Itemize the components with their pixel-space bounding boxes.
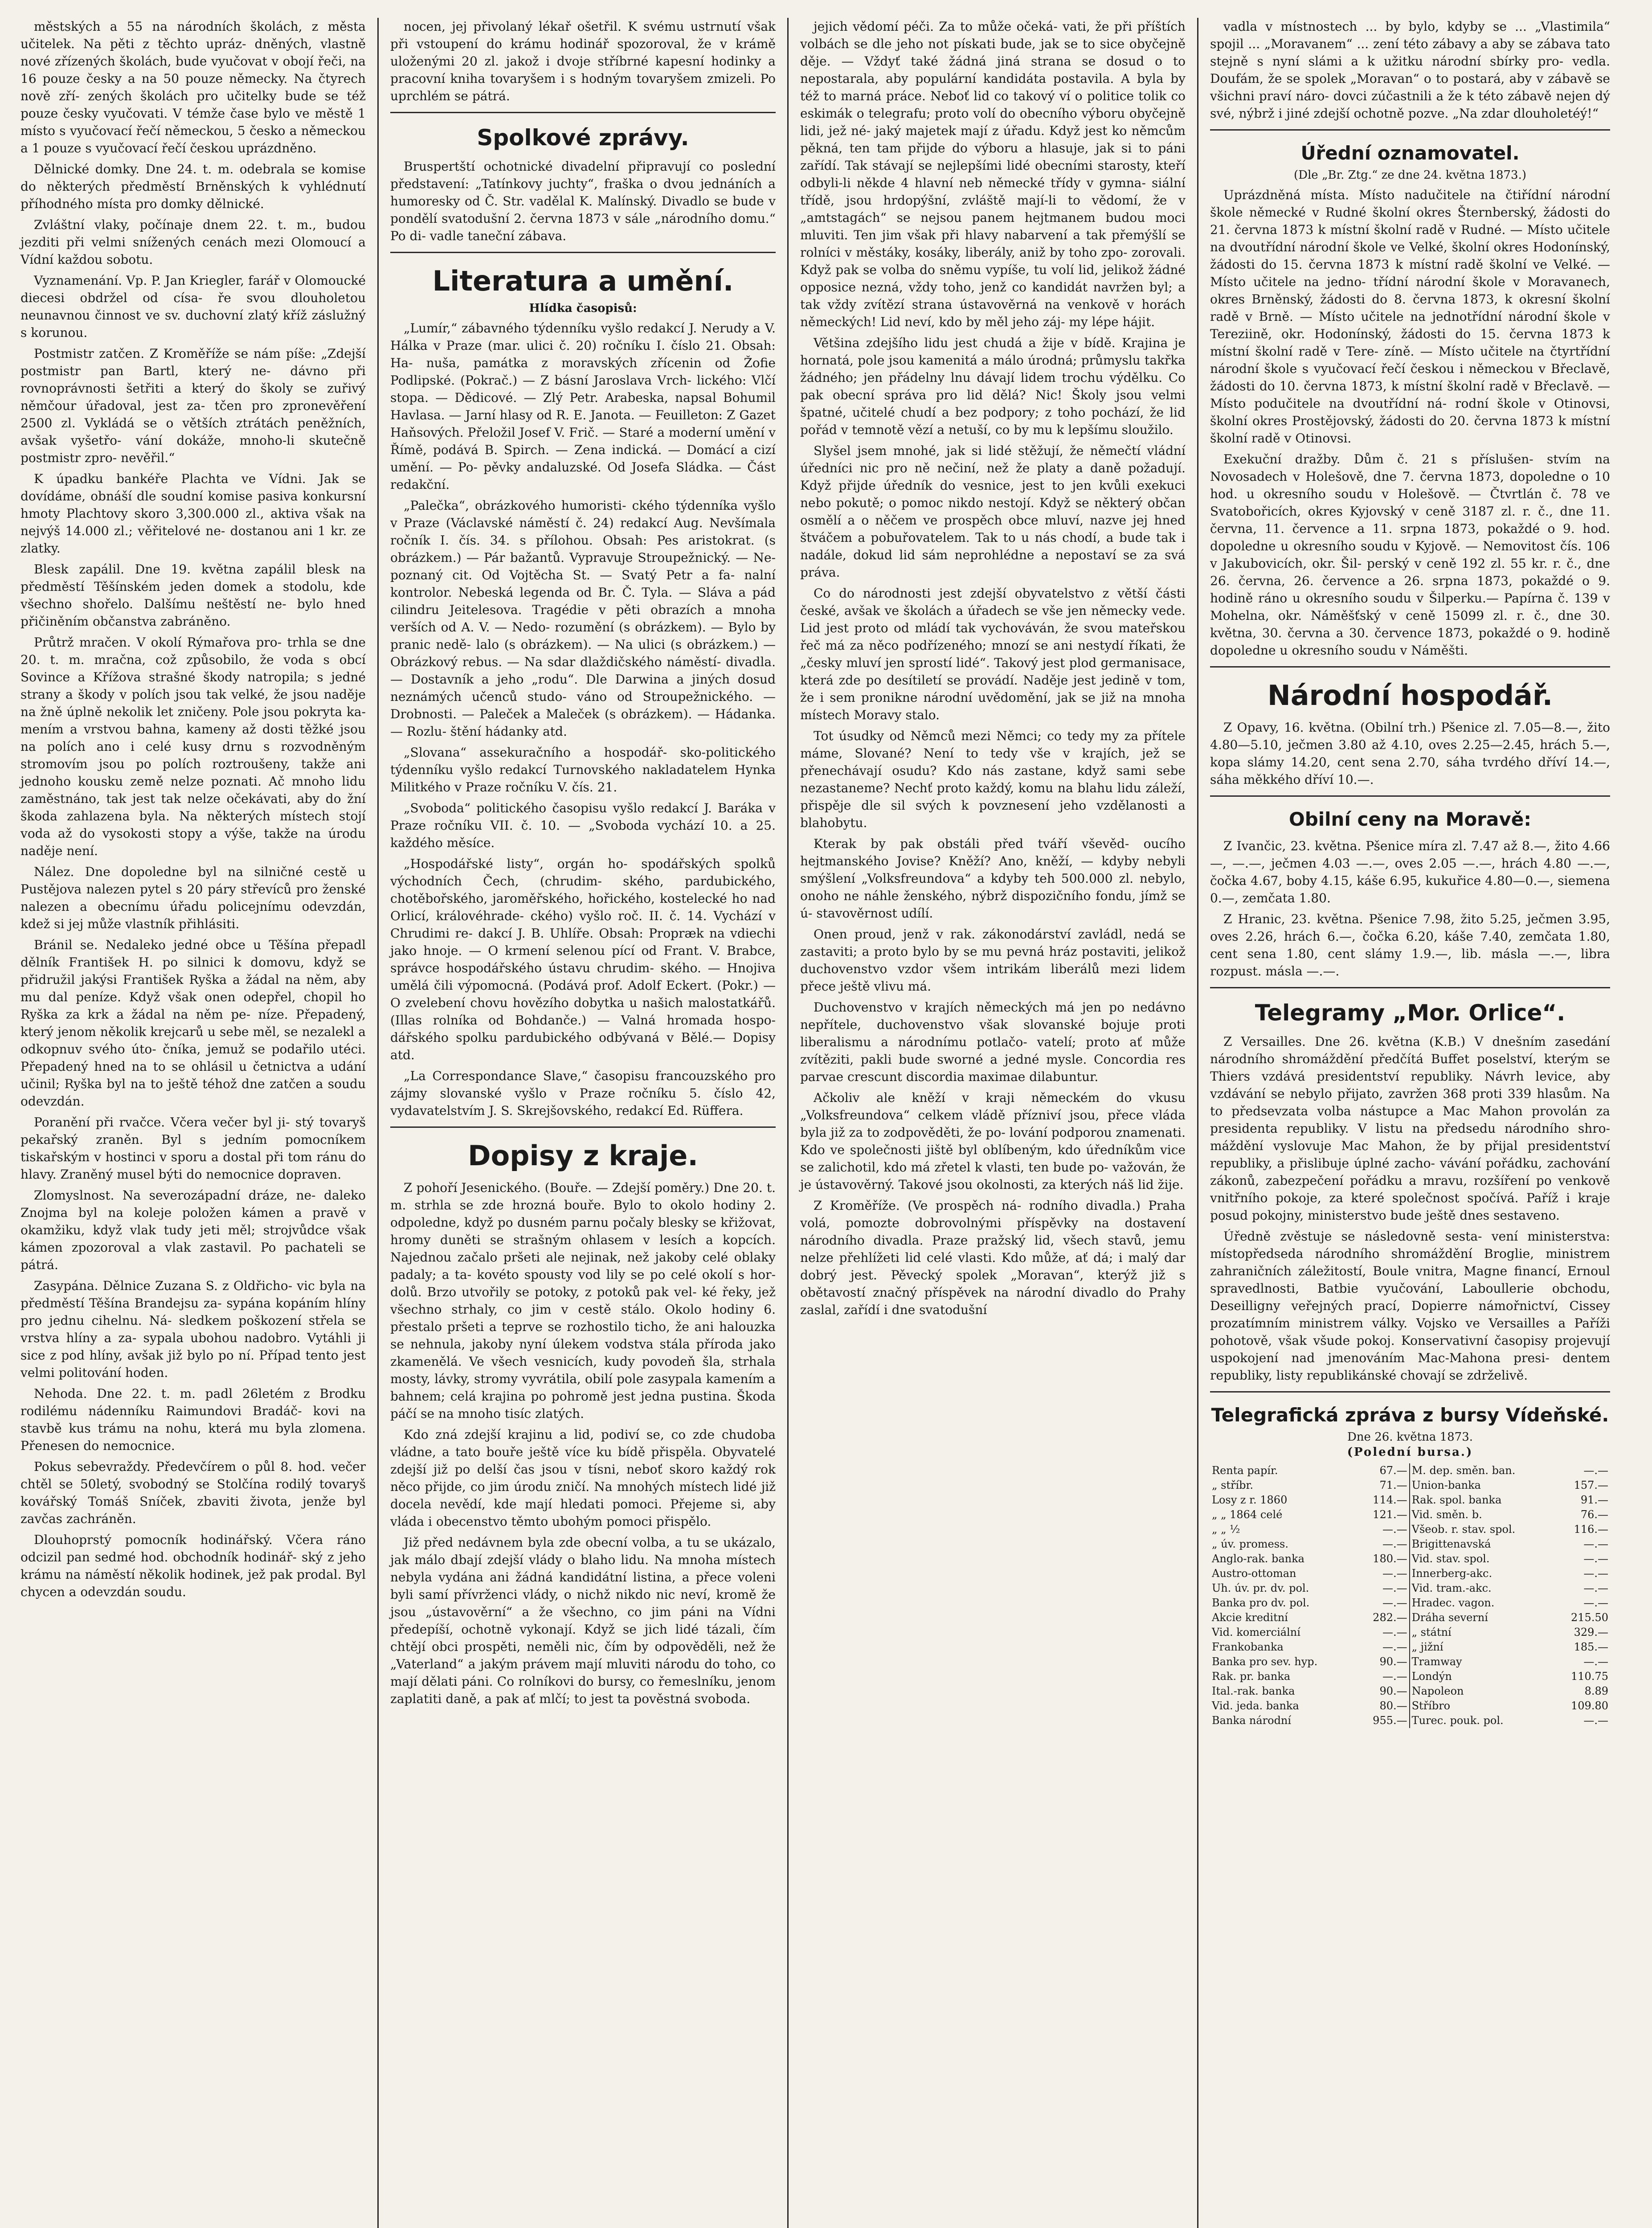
bursa-value: 215.50	[1571, 1611, 1608, 1624]
bursa-name: Uh. úv. pr. dv. pol.	[1212, 1582, 1309, 1594]
bursa-name: M. dep. směn. ban.	[1410, 1463, 1555, 1478]
article-paragraph: Nehoda. Dne 22. t. m. padl 26letém z Brodku rodilému nádenníku Raimundovi Bradáč- kovi na stavbě kus trámu na nohu, která mu byla zlomena. Přenesen do nemocnice.	[20, 1386, 366, 1453]
bursa-value: 8.89	[1584, 1685, 1608, 1697]
bursa-name: Londýn	[1410, 1669, 1555, 1684]
bursa-row	[1210, 1713, 1610, 1728]
article-paragraph: „Svoboda“ politického časopisu vyšlo redakcí J. Baráka v Praze ročníku VII. č. 10. — „Svoboda vychází 10. a 25. každého měsíce.	[390, 801, 776, 850]
bursa-value: —.—	[1382, 1523, 1407, 1536]
bursa-name: Banka národní	[1212, 1714, 1292, 1727]
bursa-row	[1210, 1493, 1610, 1507]
bursa-value: 329.—	[1574, 1626, 1608, 1638]
article-paragraph: Uprázdněná místa. Místo nadučitele na čtiřídní národní škole německé v Rudné školní okres Šternberský, žádosti do 21. června 1873 k místní školní radě v Rudné. — Místo učitele na dvoutřídní národní škole ve Velké, školní okres Hodonínský, žádosti do 15. června 1873 k místní radě školní ve Velké. — Místo učitele na jedno- třídní národní škole v Moravanech, okres Brněnský, žádosti do 8. června 1873, k okresní školní radě v Brně. — Místo učitele na jednotřídní národní škole v Tereziině, okr. Hodonínský, žádosti do 15. června 1873 k místní školní radě v Tere- zíně. — Místo učitele na čtyrtřídní národní škole s vyučovací řečí českou i německou v Břeclavě, žádosti do 10. června 1873, k místní školní radě v Břeclavě. — Místo podučitele na dvoutřídní ná- rodní škole v Otinovsi, školní okres Prostějovský, žádosti do 20. června 1873 k místní školní radě v Otinovsi.	[1210, 188, 1610, 446]
article-paragraph: Nález. Dne dopoledne byl na silničné cestě u Pustějova nalezen pytel s 20 páry střevíců pro ženské nalezen a obecnímu úřadu policejnímu odevzdán, kdež si jej může vlastník přihlásiti.	[20, 864, 366, 931]
bursa-value: —.—	[1382, 1597, 1407, 1609]
bursa-value: 955.—	[1373, 1714, 1407, 1727]
bursa-row	[1210, 1478, 1610, 1493]
article-paragraph: Kterak by pak obstáli před tváří vševěd- oucího hejtmanského Jovise? Kněží? Ano, kněží, — kdyby nebyli smýšlení „Volksfreundova“ a kdyby teh 500.000 zl. nebylo, onoho ne náhle ženského, nýbrž dispozičního fondu, jímž se ú- stavověrnost udílí.	[800, 836, 1186, 921]
bursa-name: Tramway	[1410, 1655, 1555, 1669]
bursa-name: „ „ 1864 celé	[1212, 1508, 1283, 1521]
article-paragraph: „Palečka“, obrázkového humoristi- ckého týdenníka vyšlo v Praze (Václavské náměstí č. 24) redakcí Aug. Nevšímala ročník I. čís. 34. s přílohou. Obsah: Pes aristokrat. (s obrázkem.) — Pár bažantů. Vypravuje Stroupežnický. — Ne- poznaný cit. Od Vojtěcha St. — Svatý Petr a fa- nalní kontrolor. Nebeská legenda od Br. Č. Tyla. — Sláva a pád cilindru Jeitelesova. Tragédie v pěti obrazích a mnoha verších od A. V. — Nedo- rozumění (s obrázkem). — Bylo by pranic nedě- lalo (s obrázkem). — Na ulici (s obrázkem.) — Obrázkový rebus. — Na sdar dlaždičského náměstí- divadla. — Dostavník a jeho „rodu“. Dle Darwina a jiných dosud neznámých učenců studo- váno od Stroupežnického. — Drobnosti. — Paleček a Maleček (s obrázkem). — Hádanka. — Rozlu- štění hádanky atd.	[390, 498, 776, 739]
bursa-row	[1210, 1610, 1610, 1625]
divider	[1210, 666, 1610, 668]
bursa-value: —.—	[1583, 1597, 1608, 1609]
article-paragraph: Z Opavy, 16. května. (Obilní trh.) Pšenice zl. 7.05—8.—, žito 4.80—5.10, ječmen 3.80 až 4.10, oves 2.25—2.45, hrách 5.—, kopa slámy 14.20, cent sena 2.70, sáha tvrdého dříví 14.—, sáha měkkého dříví 10.—.	[1210, 720, 1610, 787]
article-paragraph: jejich vědomí péči. Za to může očeká- vati, že při příštích volbách se dle jeho not pískati bude, jak se to sice obyčejně děje. — Vždyť také žádná jiná strana se dosud o to nepostarala, aby populární kandidáta postavila. A byla by též to marná práce. Neboť lid co takový ví o politice tolik co eskimák o telegrafu; proto volí do obecního výboru obyčejně lidi, jež né- jaký majetek mají z úřadu. Když jest ko němcům pěkná, ten tam přijde do výboru a hlasuje, jak si to páni zařídí. Tak stávají se nejlepšími lidé obecními starosty, kteří odbyli-li někde 4 hlavní neb německé třídy v gymna- siální třídě, jsou hrdopýšní, zvláště mají-li to vědomí, že v „amtstagách“ se nejsou panem hejtmanem budou moci mluviti. Ten jim však při hlavy nabarvení a tak přemýšlí se rolníci v městáky, kosáky, liberály, aniž by toho zpo- zorovali. Když pak se volba do sněmu vypíše, tu volí lid, jelikož žádné opposice nezná, vždy toho, jenž co kandidát navržen byl; a tak vždy zvítězí strana ústavověrná na venkově v horách německých! Lid neví, kdo by měl jeho záj- my lépe hájit.	[800, 19, 1186, 329]
bursa-value: 180.—	[1373, 1552, 1407, 1565]
bursa-value: 185.—	[1574, 1641, 1608, 1653]
column-3	[789, 18, 1198, 2228]
bursa-value: —.—	[1382, 1670, 1407, 1683]
bursa-name: Vid. jeda. banka	[1212, 1700, 1299, 1712]
divider	[390, 252, 776, 253]
bursa-row	[1210, 1581, 1610, 1596]
bursa-value: 91.—	[1580, 1494, 1608, 1506]
article-paragraph: Průtrž mračen. V okolí Rýmařova pro- trhla se dne 20. t. m. mračna, což způsobilo, že voda s obcí Sovince a Křížova strašné škody natropila; s jedné strany a škody v polích jsou tak velké, že jsou naděje na žně úplně nekolik let zničeny. Pole jsou pokryta ka- mením a vrstvou bahna, kameny až dosti těžké jsou na polích ano i celé kusy drnu s rozvodněným stromovím jsou po polích roztroušeny, takže ani jednoho kousku země nelze poznati. Ač mnoho lidu zaměstnáno, tak jest tak nelze očekávati, aby do žní škoda zahlazena byla. Na některých místech stojí voda až do vysokosti stopy a výše, takže na úrodu naděje není.	[20, 635, 366, 858]
divider	[390, 1126, 776, 1128]
divider	[1210, 129, 1610, 131]
article-paragraph: Dlouhoprstý pomocník hodinářský. Včera ráno odcizil pan sedmé hod. obchodník hodinář- ský z jeho krámu na náměstí několik hodinek, jež pak prodal. Byl chycen a odevzdán soudu.	[20, 1532, 366, 1599]
bursa-name: Banka pro sev. hyp.	[1212, 1655, 1318, 1668]
bursa-value: 90.—	[1379, 1685, 1407, 1697]
article-paragraph: Ačkoliv ale kněží v kraji německém do vkusu „Volksfreundova“ celkem vládě přízniví jsou, přece vláda byla již za to zodpověděti, že po- lování podporou znamenati. Kdo ve společnosti jiště byl oblíbeným, kdo úředníkům vice se zalichotil, kdo má zřetel k vlasti, ten bude po- važován, že je ústavověrný. Takové jsou okolnosti, za kterých náš lid žije.	[800, 1090, 1186, 1192]
article-paragraph: Tot úsudky od Němců mezi Němci; co tedy my za přítele máme, Slované? Není to tedy vše v krajích, jež se přenechávají osudu? Kdo nás zastane, když sami sebe nezastaneme? Nechť proto každý, komu na blahu lidu záleží, přispěje dle sil svých k povznesení jeho vzdělanosti a blahobytu.	[800, 729, 1186, 830]
article-paragraph: Kdo zná zdejší krajinu a lid, podiví se, co zde chudoba vládne, a tato bouře ještě více ku bídě přispěla. Obyvatelé zdejší již po delší čas jsou v tísni, neboť skoro každý rok něco přijde, co jim úrodu zničí. Na mnohých místech lidé již docela nevědí, kde mají hledati pomoci. Přejeme si, aby vláda i obecenstvo těmto ubohým pomoci přispělo.	[390, 1427, 776, 1529]
spolkove-paragraph: Bruspertští ochotnické divadelní připravují co poslední představení: „Tatínkovy juchty“, fraška o dvou jednáních a humoresky od Č. Str. vadělal K. Malínský. Divadlo se bude v pondělí svatodušní 2. června 1873 v sále „národního domu.“ Po di- vadle taneční zábava.	[390, 159, 776, 243]
bursa-value: —.—	[1583, 1552, 1608, 1565]
carryover-paragraph: nocen, jej přivolaný lékař ošetřil. K svému ustrnutí však při vstoupení do krámu hodinář spozoroval, že v krámě uloženými 20 zl. jakož i dvoje stříbrné kapesní hodinky a pracovní kniha tovaryšem i s hodným tovaryšem zmizeli. Po uprchlém se pátrá.	[390, 19, 776, 103]
bursa-name: Innerberg-akc.	[1410, 1566, 1555, 1581]
article-paragraph: Zvláštní vlaky, počínaje dnem 22. t. m., budou jezditi při velmi snížených cenách mezi Olomoucí a Vídní každou sobotu.	[20, 217, 366, 267]
bursa-row	[1210, 1537, 1610, 1552]
bursa-date: Dne 26. května 1873.	[1347, 1430, 1473, 1444]
section-title-literatura: Literatura a umění.	[432, 265, 734, 297]
bursa-value: 71.—	[1379, 1479, 1407, 1491]
bursa-name: Brigittenavská	[1410, 1537, 1555, 1552]
bursa-name: Vid. stav. spol.	[1410, 1552, 1555, 1566]
bursa-name: „ stříbr.	[1212, 1479, 1253, 1491]
section-title-telegramy: Telegramy „Mor. Orlice“.	[1255, 1000, 1566, 1026]
bursa-name: Stříbro	[1410, 1699, 1555, 1713]
bursa-value: 121.—	[1373, 1508, 1407, 1521]
article-paragraph: Z pohoří Jesenického. (Bouře. — Zdejší poměry.) Dne 20. t. m. strhla se zde hrozná bouře. Bylo to okolo hodiny 2. odpoledne, když po dusném parnu počaly blesky se křižovat, hromy duněti se strašným ohlasem v lesích a kopcích. Najednou začalo pršeti ale nejinak, než jakoby celé oblaky padaly; a ta- kovéto spousty vod lily se po celé okolí s hor- dolů. Brzo utvořily se potoky, z potoků pak vel- ké řeky, jež všechno strhaly, co jim v cestě stálo. Okolo hodiny 6. přestalo pršeti a teprve se rozhostilo ticho, že ani halouzka se nehnula, jakoby nyní úlekem vodstva stála příroda jako zkamenělá. Ve všech vesnicích, kudy povodeň šla, strhala mosty, lávky, stromy vyvrátila, obilí pole zasypala kamením a bahnem; celá krajina po pohromě jest jedna pustina. Škoda páčí se na mnoho tisíc zlatých.	[390, 1180, 776, 1421]
bursa-name: Vid. komerciální	[1212, 1626, 1300, 1638]
bursa-name: Renta papír.	[1212, 1464, 1278, 1477]
divider	[390, 112, 776, 113]
bursa-value: 114.—	[1373, 1494, 1407, 1506]
article-paragraph: K úpadku bankéře Plachta ve Vídni. Jak se dovídáme, obnáší dle soudní komise pasiva konkursní hmoty Plachtovy skoro 3,300.000 zl., aktiva však na nejvýš 14.000 zl.; věřitelové ne- dostanou ani 1 kr. ze zlatky.	[20, 471, 366, 556]
bursa-value: 157.—	[1574, 1479, 1608, 1491]
divider	[1210, 987, 1610, 988]
bursa-name: „ „ ½	[1212, 1523, 1240, 1536]
article-paragraph: Dělnické domky. Dne 24. t. m. odebrala se komise do některých předměstí Brněnských k vyhlédnutí příhodného místa pro domky dělnické.	[20, 162, 366, 211]
bursa-row	[1210, 1463, 1610, 1478]
article-paragraph: Poranění při rvačce. Včera večer byl ji- stý tovaryš pekařský zraněn. Byl s jedním pomocníkem tiskařským v hostinci v sporu a dostal při tom ránu do hlavy. Zraněný musel býti do nemocnice dopraven.	[20, 1115, 366, 1182]
bursa-value: —.—	[1382, 1626, 1407, 1638]
bursa-name: Hradec. vagon.	[1410, 1596, 1555, 1610]
column-1	[9, 18, 379, 2228]
bursa-row	[1210, 1655, 1610, 1669]
subsection-hlidka: Hlídka časopisů:	[529, 302, 637, 315]
bursa-value: 116.—	[1574, 1523, 1608, 1536]
divider	[1210, 1391, 1610, 1392]
bursa-name: Rak. pr. banka	[1212, 1670, 1291, 1683]
bursa-value: —.—	[1382, 1567, 1407, 1580]
carryover-paragraph: vadla v místnostech ... by bylo, kdyby se ... „Vlastimila“ spojil ... „Moravanem“ ... zení této zábavy a aby se zábava tato stejně s nyní slámi a k užitku národní sbírky pro- vedla. Doufám, že se spolek „Moravan“ o to postará, aby v zábavě se všichni praví náro- dovci zúčastnili a že k této zábavě nejen dý své, nýbrž i jiné zdejší ochotně pozve. „Na zdar dlouholetéý!“	[1210, 19, 1610, 121]
bursa-value: —.—	[1583, 1582, 1608, 1594]
bursa-value: 80.—	[1379, 1700, 1407, 1712]
bursa-name: Napoleon	[1410, 1684, 1555, 1699]
article-paragraph: Duchovenstvo v krajích německých má jen po nedávno nepřítele, duchovenstvo však slovanské bojuje proti liberalismu a národnímu potlačo- vatelí; proto ať může zvítěziti, pakli bude sworné a jedné mysle. Concordia res parvae crescunt discordia maximae dilabuntur.	[800, 1000, 1186, 1084]
bursa-value: —.—	[1583, 1567, 1608, 1580]
bursa-value: 109.80	[1571, 1700, 1608, 1712]
bursa-name: Ital.-rak. banka	[1212, 1685, 1295, 1697]
article-paragraph: Co do národnosti jest zdejší obyvatelstvo z větší části české, avšak ve školách a úřadech se vše jen německy vede. Lid jest proto od mládí tak vychováván, že svou mateřskou řeč má za něco podřízeného; mnozí se ani nestydí říkati, že „česky mluví jen sprostí lidé“. Takový jest plod germanisace, která zde po desítiletí se provádí. Naděje jest jedině v tom, že i sem pronikne národní uvědomění, jak se již na mnoha místech Moravy stalo.	[800, 586, 1186, 722]
bursa-name: Frankobanka	[1212, 1641, 1284, 1653]
bursa-value: —.—	[1382, 1538, 1407, 1550]
bursa-name: Union-banka	[1410, 1478, 1555, 1493]
article-paragraph: Bránil se. Nedaleko jedné obce u Těšína přepadl dělník František H. po silnici k domovu, když se přidružil jakýsi František Ryška a žádal na něm, aby mu dal peníze. Když však onen odepřel, chopil ho Ryška za krk a žádal na něm pe- níze. Přepadený, který jenom několik krejcarů u sebe měl, se nezalekl a odkopnuv svého úto- čníka, jemuž se podařilo utéci. Přepadený hned na to se ohlásil u četnictva a udání učinil; Ryška byl na to ještě téhož dne zatčen a soudu odevzdán.	[20, 938, 366, 1109]
bursa-row	[1210, 1625, 1610, 1640]
article-paragraph: Slyšel jsem mnohé, jak si lidé stěžují, že němečtí vládní úředníci nic pro ně nečiní, než že platy a daně požadují. Když přijde úředník do vesnice, jest to jen kvůli exekuci nebo pokutě; o pomoc nikdo nestojí. Když se některý občan osmělí a o něčem ve prospěch obce mluví, nazve jej hned štváčem a pobuřovatelem. Tak to u nás chodí, a bude tak i nadále, dokud lid sám neprohlédne a nepostaví se za svá práva.	[800, 443, 1186, 580]
section-title-hospodar: Národní hospodář.	[1267, 679, 1553, 712]
article-paragraph: „Hospodářské listy“, orgán ho- spodářských spolků východních Čech, (chrudim- ského, pardubického, chotěbořského, jaroměřského, hořického, kostelecké ho nad Orlicí, královéhrade- ckého) vyšlo roč. II. č. 14. Vychází v Chrudimi re- dakcí J. B. Uhlíře. Obsah: Propræk na vdiechi jako hnoje. — O krmení selenou pící od Frant. V. Brabce, správce hospodářského ústavu chrudim- ského. — Hnojiva umělá čili výpomocná. (Podává prof. Adolf Eckert. (Pokr.) — O zvelebení chovu hovězího dobytka u našich malostatkářů. (Illas rolníka od Bohdanče.) — Valná hromada hospo- dářského spolku pardubického odbývaná v Bělé.— Dopisy atd.	[390, 856, 776, 1062]
urad-source: (Dle „Br. Ztg.“ ze dne 24. května 1873.)	[1294, 168, 1526, 182]
article-paragraph: Již před nedávnem byla zde obecní volba, a tu se ukázalo, jak málo dbají zdejší vlády o blaho lidu. Na mnoha místech nebyla vydána ani žádná kandidátní listina, a přece voleni byli samí přívrženci vlády, o nichž nikdo nic neví, kromě že jsou „ústavověrní“ a že všechno, co jim páni na Vídni předepíší, ochotně vykonají. Když se jich lidé tázali, čím chtějí obci prospěti, neměli nic, čím by odpověděli, než že „Vaterland“ a jakým právem mají mluviti národu do toho, co mají dělati páni. Co rolníkovi do bursy, co řemeslníku, jenom zaplatiti daně, a pak ať mlčí; to jest ta pověstná svoboda.	[390, 1535, 776, 1706]
bursa-row	[1210, 1552, 1610, 1566]
article-paragraph: Postmistr zatčen. Z Kroměříže se nám píše: „Zdejší postmistr pan Bartl, který ne- dávno při rovnoprávnosti šetřiti a který do školy se zuřivý němčour úřadoval, jest za- tčen pro zpronevěření 2500 zl. Vykládá se o větších ztrátách peněžních, avšak vyšetřo- vání dokáže, mnoho-li skutečně postmistr zpro- nevěřil.“	[20, 346, 366, 465]
bursa-value: —.—	[1583, 1538, 1608, 1550]
section-title-dopisy: Dopisy z kraje.	[468, 1139, 698, 1172]
article-paragraph: Blesk zapálil. Dne 19. května zapálil blesk na předměstí Těšínském jeden domek a stodolu, kde všechno shořelo. Dalšímu neštěstí ne- bylo hned přičiněním občanstva zabráněno.	[20, 562, 366, 629]
bursa-value: 67.—	[1379, 1464, 1407, 1477]
article-paragraph: Pokus sebevraždy. Předevčírem o půl 8. hod. večer chtěl se 50letý, svobodný se Stolčína rodilý tovaryš kovářský Tomáš Sníček, zbaviti života, jenže byl zavčas zachráněn.	[20, 1459, 366, 1526]
bursa-row	[1210, 1640, 1610, 1655]
bursa-table	[1210, 1463, 1610, 1728]
bursa-value: 282.—	[1373, 1611, 1407, 1624]
article-paragraph: městských a 55 na národních školách, z města učitelek. Na pěti z těchto upráz- dněných, vlastně nové zřízených školách, bude vyučovat v obojí řeči, na 16 pouze česky a na 50 pouze německy. Na čtyrech nově zří- zených školách pro učitelky bude se též pouze česky vyučovati. V témže čase bylo ve městě 1 místo s vyučovací řečí německou, 5 česko a německou a 1 pouze s vyučovací řečí českou uprázdněno.	[20, 19, 366, 156]
bursa-name: Rak. spol. banka	[1410, 1493, 1555, 1507]
article-paragraph: „Lumír,“ zábavného týdenníku vyšlo redakcí J. Nerudy a V. Hálka v Praze (mar. ulici č. 20) ročníku I. číslo 21. Obsah: Ha- nuša, památka z moravských zřícenin od Žofie Podlipské. (Pokrač.) — Z básní Jaroslava Vrch- lického: Vlčí stopa. — Dědicové. — Zlý Petr. Arabeska, napsal Bohumil Havlasa. — Jarní hlasy od R. E. Janota. — Feuilleton: Z Gazet Haňsových. Přeložil Josef V. Frič. — Staré a moderní umění v Římě, podává B. Spirch. — Zena indická. — Domácí a cizí umění. — Po- pěvky andaluzské. Od Josefa Sládka. — Část redakční.	[390, 321, 776, 492]
bursa-name: „ státní	[1410, 1625, 1555, 1640]
article-paragraph: Z Kroměříže. (Ve prospěch ná- rodního divadla.) Praha volá, pomozte dobrovolnými příspěvky na dostavení národního divadla. Praze pražský lid, všech stavů, jemu nelze přehlížeti lid celé vlasti. Kdo může, ať dá; i malý dar dobrý jest. Pěvecký spolek „Moravan“, kterýž již s obětavostí značný příspěvek na národní divadlo do Prahy zaslal, zařídí i dne svatodušní	[800, 1198, 1186, 1317]
bursa-name: „ úv. promess.	[1212, 1538, 1288, 1550]
article-paragraph: Zasypána. Dělnice Zuzana S. z Oldřicho- vic byla na předměstí Těšína Brandejsu za- sypána kopáním hlíny pro jednu cihelnu. Ná- sledkem poškození střela se vrstva hlíny a za- sypala ubohou nadobro. Vytáhli ji sice z pod hlíny, avšak již bylo po ní. Případ tento jest velmi politování hoden.	[20, 1278, 366, 1380]
article-paragraph: Onen proud, jenž v rak. zákonodárství zavládl, nedá se zastaviti; a proto bylo by se mu pevná hráz postaviti, jelikož duchovenstvo vzdor všem intrikám liberálů mezi lidem přece ještě vlivu má.	[800, 927, 1186, 994]
article-paragraph: Vyznamenání. Vp. P. Jan Kriegler, farář v Olomoucké diecesi obdržel od císa- ře svou dlouholetou neunavnou činnost ve sv. duchovní zlatý kříž záslužný s korunou.	[20, 273, 366, 340]
bursa-name: Vid. tram.-akc.	[1410, 1581, 1555, 1596]
article-paragraph: „Slovana“ assekuračního a hospodář- sko-politického týdenníku vyšlo redakcí Turnovského nakladatelem Hynka Militkého v Praze ročníku V. čís. 21.	[390, 745, 776, 795]
article-paragraph: Většina zdejšího lidu jest chudá a žije v bídě. Krajina je hornatá, pole jsou kamenitá a málo úrodná; průmyslu takřka žádného; jen přádelny lnu dávají lidem trochu výdělku. Co pak obecní správa pro lid dělá? Nic! Školy jsou velmi špatné, učitelé chudí a bez podpory; z toho pochází, že lid pořád v temnotě vězí a netuší, co by mu k lepšímu sloužilo.	[800, 336, 1186, 437]
bursa-name: Všeob. r. stav. spol.	[1410, 1522, 1555, 1537]
section-title-obilni: Obilní ceny na Moravě:	[1289, 808, 1531, 830]
section-title-bursa: Telegrafická zpráva z bursy Vídeňské.	[1211, 1404, 1609, 1426]
article-paragraph: „La Correspondance Slave,“ časopisu francouzského pro zájmy slovanské vyšlo v Praze ročníku 5. číslo 42, vydavatelstvím J. S. Skrejšovského, redakcí Ed. Rüffera.	[390, 1069, 776, 1118]
bursa-value: —.—	[1382, 1641, 1407, 1653]
bursa-name: Vid. směn. b.	[1410, 1507, 1555, 1522]
article-paragraph: Z Ivančic, 23. května. Pšenice míra zl. 7.47 až 8.—, žito 4.66—, —.—, ječmen 4.03 —.—, oves 2.05 —.—, hrách 4.80 —.—, čočka 4.67, boby 4.15, káše 6.95, kukuřice 4.80—0.—, siemena 0.—, zemčata 1.80.	[1210, 839, 1610, 905]
bursa-value: —.—	[1382, 1582, 1407, 1594]
bursa-value: —.—	[1583, 1655, 1608, 1668]
section-title-urad: Úřední oznamovatel.	[1300, 142, 1520, 164]
bursa-row	[1210, 1669, 1610, 1684]
bursa-value: 110.75	[1571, 1670, 1608, 1683]
bursa-subtitle: (Polední bursa.)	[1347, 1446, 1473, 1459]
bursa-value: 90.—	[1379, 1655, 1407, 1668]
bursa-name: Banka pro dv. pol.	[1212, 1597, 1310, 1609]
article-paragraph: Úředně zvěstuje se následovně sesta- vení ministerstva: místopředseda národního shromáždění Broglie, ministrem zahraničních záležitostí, Boule vnitra, Magne financí, Ernoul spravedlnosti, Batbie vyučování, Laboullerie obchodu, Deseilligny veřejných prací, Dopierre námořnictví, Cissey prozatímním ministrem války. Vojsko ve Versailles a Paříži pohotově, však všude pokoj. Konservativní časopisy projevují uspokojení nad jmenováním Mac-Mahona presi- dentem republiky, listy republikánské chovají se zdrželivě.	[1210, 1229, 1610, 1383]
bursa-value: 76.—	[1580, 1508, 1608, 1521]
article-paragraph: Z Versailles. Dne 26. května (K.B.) V dnešním zasedání národního shromáždění předčítá Buffet poselství, kterým se Thiers vzdává presidentství republiky. Návrh levice, aby vzdávání se nebylo přijato, zavržen 368 proti 339 hlasům. Na to předsevzata volba nástupce a Mac Mahon provolán za presidenta republiky. V listu na předsedu národního shro- máždění vyslovuje Mac Mahon, že by přijal presidentství republiky, a přislibuje úplné zacho- vávání pořádku, zachování zákonů, zabezpečení pořádku a mravu, rozšíření po venkově vnitřního pokoje, za které společnost spočívá. Paříž i kraje posud pokojny, ministerstvo bude ještě dnes sestaveno.	[1210, 1034, 1610, 1223]
bursa-name: Akcie kreditní	[1212, 1611, 1288, 1624]
bursa-row	[1210, 1566, 1610, 1581]
bursa-row	[1210, 1684, 1610, 1699]
divider	[1210, 795, 1610, 797]
bursa-name: Losy z r. 1860	[1212, 1494, 1288, 1506]
section-title-spolkove: Spolkové zprávy.	[477, 125, 689, 151]
bursa-name: Anglo-rak. banka	[1212, 1552, 1304, 1565]
article-paragraph: Zlomyslnost. Na severozápadní dráze, ne- daleko Znojma byl na koleje položen kámen a pravě v okamžiku, když vlak tudy jeti měl; strojvůdce však kámen zpozoroval a vlak zastavil. Po pachateli se pátrá.	[20, 1188, 366, 1272]
bursa-name: Austro-ottoman	[1212, 1567, 1296, 1580]
column-4	[1198, 18, 1622, 2228]
article-paragraph: Z Hranic, 23. května. Pšenice 7.98, žito 5.25, ječmen 3.95, oves 2.26, hrách 6.—, čočka 6.20, káše 7.40, zemčata 1.80, cent sena 1.80, cent slámy 1.9.—, lib. másla —.—, libra rozpust. másla —.—.	[1210, 912, 1610, 979]
bursa-row	[1210, 1699, 1610, 1713]
bursa-row	[1210, 1507, 1610, 1522]
bursa-row	[1210, 1522, 1610, 1537]
bursa-name: Dráha severní	[1410, 1610, 1555, 1625]
column-2	[379, 18, 789, 2228]
bursa-row	[1210, 1596, 1610, 1610]
article-paragraph: Exekuční dražby. Dům č. 21 s příslušen- stvím na Novosadech v Holešově, dne 7. června 1873, dopoledne o 10 hod. u okresního soudu v Holešově. — Čtvrtlán č. 78 ve Svatobořicích, okres Kyjovský v ceně 3187 zl. r. č., dne 11. června, 11. července a 11. srpna 1873, pokaždé o 9. hod. dopoledne u okresního soudu v Kyjově. — Nemovitost čís. 106 v Jakubovicích, okr. Šil- perský v ceně 192 zl. 55 kr. r. č., dne 26. června, 26. července a 26. srpna 1873, pokaždé o 9. hodině ráno u okresního soudu v Šilperku.— Papírna č. 139 v Mohelna, okr. Náměšťský v ceně 15099 zl. r. č., dne 30. května, 30. června a 30. července 1873, pokaždé o 9. hodině dopoledne u okresního soudu v Náměšti.	[1210, 452, 1610, 658]
bursa-name: Turec. pouk. pol.	[1410, 1713, 1555, 1728]
bursa-value: —.—	[1583, 1464, 1608, 1477]
bursa-value: —.—	[1583, 1714, 1608, 1727]
bursa-name: „ jižní	[1410, 1640, 1555, 1655]
